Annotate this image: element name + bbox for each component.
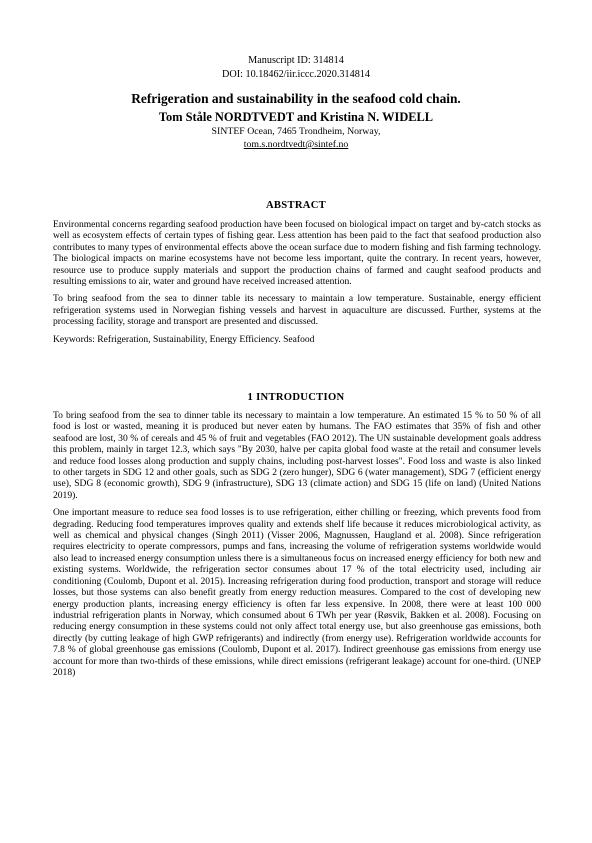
introduction-paragraph: To bring seafood from the sea to dinner table its necessary to maintain a low temperature. An estimated 15 % to 50 % of all food is lost or wasted, meaning it is produced but never eaten by humans. The FAO estimates that 35% of fish and other seafood are lost, 30 % of cereals and 45 % of fruit and vegetables (FAO 2012). The UN sustainable development goals address this problem, mainly in target 12.3, which says "By 2030, halve per capita global food waste at the retail and consumer levels and reduce food losses along production and supply chains, including post-harvest losses". Food loss and waste is also linked to other targets in SDG 12 and other goals, such as SDG 2 (zero hunger), SDG 6 (water management), SDG 7 (efficient energy use), SDG 8 (economic growth), SDG 9 (infrastructure), SDG 13 (climate action) and SDG 15 (life on land) (United Nations 2019).	[53, 410, 541, 501]
abstract-body	[53, 219, 541, 351]
paper-header	[0, 54, 592, 151]
authors: Tom Ståle NORDTVEDT and Kristina N. WIDELL	[158, 110, 434, 124]
abstract-paragraph: Environmental concerns regarding seafood production have been focused on biological impact on target and by-catch stocks as well as ecosystem effects of certain types of fishing gear. Less attention has been paid to the fact that seafood production also contributes to many types of environmental effects above the ocean surface due to modern fishing and fish farming technology. The biological impacts on marine ecosystems have not become less important, quite the contrary. In recent years, however, resource use to produce supply materials and support the production chains of farmed and caught seafood products and resulting emissions to air, water and ground have received increased attention.	[53, 219, 541, 288]
manuscript-id: Manuscript ID: 314814	[248, 55, 344, 66]
keywords: Keywords: Refrigeration, Sustainability, Energy Efficiency. Seafood	[53, 333, 315, 345]
doi: DOI: 10.18462/iir.iccc.2020.314814	[222, 69, 370, 80]
abstract-paragraph: To bring seafood from the sea to dinner table its necessary to maintain a low temperature. Sustainable, energy efficient refrigeration systems used in Norwegian fishing vessels and harvest in aquaculture are discussed. Further, systems at the processing facility, storage and transport are presented and discussed.	[53, 293, 541, 328]
paper-title: Refrigeration and sustainability in the seafood cold chain.	[131, 91, 461, 106]
introduction-body	[53, 410, 541, 684]
abstract-heading: ABSTRACT	[265, 200, 327, 211]
introduction-paragraph: One important measure to reduce sea food losses is to use refrigeration, either chilling or freezing, which prevents food from degrading. Reducing food temperatures improves quality and extends shelf life because it reduces microbiological activity, as well as chemical and physical changes (Singh 2011) (Visser 2006, Magnussen, Haugland et al. 2008). Since refrigeration requires electricity to operate compressors, pumps and fans, increasing the volume of refrigeration systems worldwide would also lead to increased energy consumption unless there is a simultaneous focus on increased energy efficiency for both new and existing systems. Worldwide, the refrigeration sector consumes about 17 % of the total electricity used, including air conditioning (Coulomb, Dupont et al. 2015). Increasing refrigeration during food production, transport and storage will reduce losses, but those systems can also benefit greatly from energy reduction measures. Compared to the cost of developing new energy production plants, increasing energy efficiency is often far less expensive. In 2008, there were at least 100 000 industrial refrigeration plants in Norway, which consumed about 6 TWh per year (Røsvik, Bakken et al. 2008). Focusing on reducing energy consumption in these systems could not only affect total energy use, but also greenhouse gas emissions, both directly (by cutting leakage of high GWP refrigerants) and indirectly (from energy use). Refrigeration worldwide accounts for 7.8 % of global greenhouse gas emissions (Coulomb, Dupont et al. 2017). Indirect greenhouse gas emissions from energy use account for more than two-thirds of these emissions, while direct emissions (refrigerant leakage) account for one-third. (UNEP 2018)	[53, 507, 541, 678]
affiliation: SINTEF Ocean, 7465 Trondheim, Norway,	[211, 126, 381, 137]
author-email[interactable]: tom.s.nordtvedt@sintef.no	[243, 139, 349, 150]
introduction-heading: 1 INTRODUCTION	[247, 392, 345, 403]
